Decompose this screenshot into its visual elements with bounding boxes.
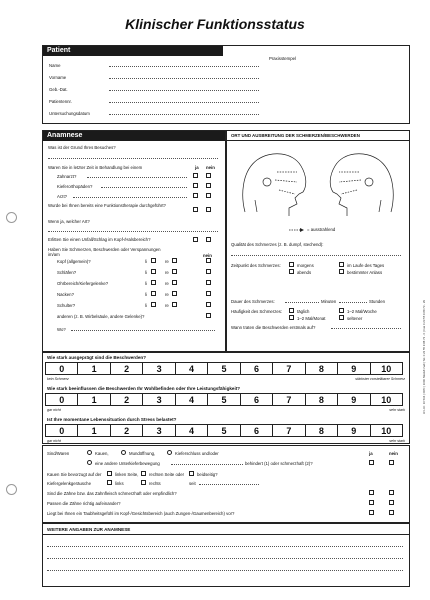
- checkbox-kieferschluss[interactable]: [167, 450, 172, 455]
- checkbox-arzt-nein[interactable]: [206, 193, 211, 198]
- checkbox-woche[interactable]: [339, 308, 344, 313]
- opt-ger-rechts: rechts: [149, 481, 161, 486]
- field-geb-label: Geb.-Dat.: [49, 87, 68, 92]
- col-ja: ja: [195, 165, 199, 170]
- scale-right-label: sehr stark: [389, 439, 405, 443]
- scale-option[interactable]: 8: [306, 425, 338, 436]
- region-label: Ohrbereich/Kiefergelenke?: [57, 281, 109, 286]
- weitere-line-1[interactable]: [47, 546, 403, 547]
- dots-kfo: [101, 187, 187, 188]
- anamnese-header: Anamnese: [43, 131, 225, 141]
- punch-hole-bottom: [6, 484, 17, 495]
- region-re-label: re: [165, 270, 169, 275]
- checkbox-region-nein[interactable]: [206, 258, 211, 263]
- scale-option[interactable]: 6: [241, 363, 273, 374]
- opt-kau-beid: beidseitig?: [197, 472, 218, 477]
- q-welcher-art: Wenn ja, welcher Art?: [48, 219, 90, 224]
- head-left-icon: [243, 154, 306, 216]
- checkbox-region-nein[interactable]: [206, 280, 211, 285]
- checkbox-zaehne-ja[interactable]: [369, 490, 374, 495]
- scale-option[interactable]: 7: [273, 425, 305, 436]
- habits-section: [42, 445, 410, 523]
- checkbox-region-li[interactable]: [151, 258, 156, 263]
- scale-question: Ist Ihre momentane Lebenssituation durch Stress belastet?: [47, 417, 177, 422]
- region-label: Schläfen?: [57, 270, 77, 275]
- q-erstmals: Wann traten die Beschwerden erstmals auf?: [231, 325, 316, 330]
- scale-option[interactable]: 9: [338, 425, 370, 436]
- q-parafunktion: Sind/Waren: [47, 451, 70, 456]
- field-datum-label: Untersuchungsdatum: [49, 111, 90, 116]
- opt-woche: 1–2 Mal/Woche: [347, 309, 377, 314]
- region-label: anderen (z. B. Wirbelsäule, andere Gelenke)?: [57, 314, 145, 319]
- checkbox-mundoeffnung[interactable]: [121, 450, 126, 455]
- behandler-kfo: Kieferorthopäden?: [57, 184, 93, 189]
- scale-option[interactable]: 9: [338, 394, 370, 405]
- dauer-stunden-line[interactable]: [339, 302, 367, 303]
- field-geb-input[interactable]: [109, 90, 259, 91]
- scale-option[interactable]: 6: [241, 425, 273, 436]
- checkbox-kauen[interactable]: [87, 450, 92, 455]
- q-unfall: Erlitten Sie einen Unfall/Schlag im Kopf-/Halsbereich?: [48, 237, 151, 242]
- stamp-label: Praxisstempel: [269, 56, 296, 61]
- opt-anlass: bestimmter Anlass: [347, 270, 383, 275]
- form-title: Klinischer Funktionsstatus: [125, 16, 305, 32]
- checkbox-behindert-ja[interactable]: [369, 460, 374, 465]
- scale-option[interactable]: 1: [78, 363, 110, 374]
- radiating-arrow-icon: [289, 227, 305, 233]
- q-kauen: Kauen Sie bevorzugt auf der: [47, 472, 102, 477]
- scale-option[interactable]: 4: [176, 363, 208, 374]
- scale-option[interactable]: 7: [273, 363, 305, 374]
- side-print-info: Art.-Nr. 10 564 | DPC | 1000 Stück/Inhalt | Tel. 0 23 55 9 88 73 - 0 | Fax 0 23 55 9 88 73 - 29: [422, 300, 426, 414]
- weitere-section: [42, 523, 410, 587]
- checkbox-region-re[interactable]: [172, 258, 177, 263]
- q-qualitaet-line[interactable]: [231, 255, 401, 256]
- scale-option[interactable]: 5: [208, 425, 240, 436]
- checkbox-region-nein[interactable]: [206, 269, 211, 274]
- scale-option[interactable]: 10: [381, 363, 392, 374]
- region-label: Kopf (allgemein)?: [57, 259, 91, 264]
- dauer-minuten-line[interactable]: [285, 302, 319, 303]
- q-grund-line[interactable]: [48, 158, 218, 159]
- checkbox-zahnarzt-ja[interactable]: [193, 173, 198, 178]
- q-behandlung: Waren Sie in letzter Zeit in Behandlung bei einem: [48, 165, 143, 170]
- punch-hole-top: [6, 212, 17, 223]
- region-label: Schulter?: [57, 303, 76, 308]
- checkbox-ger-links[interactable]: [107, 480, 112, 485]
- checkbox-morgens[interactable]: [289, 262, 294, 267]
- checkbox-taubheit-nein[interactable]: [389, 510, 394, 515]
- checkbox-kau-beid[interactable]: [189, 471, 194, 476]
- rating-scale: [45, 393, 403, 406]
- checkbox-region-nein[interactable]: [206, 291, 211, 296]
- q-erstmals-line[interactable]: [331, 328, 401, 329]
- scale-option[interactable]: 9: [338, 363, 370, 374]
- opt-seltener: seltener: [347, 316, 363, 321]
- dauer-label: Dauer des Schmerzes:: [231, 299, 275, 304]
- field-vorname-label: Vorname: [49, 75, 67, 80]
- dauer-stunden: Stunden: [369, 299, 386, 304]
- scale-option[interactable]: 8: [306, 394, 338, 405]
- scale-question: Wie stark beeinflussen die Beschwerden Ihr Wohlbefinden oder Ihre Leistungsfähigkeit?: [47, 386, 241, 391]
- checkbox-ft-ja[interactable]: [193, 207, 198, 212]
- region-li-label: li: [145, 303, 147, 308]
- region-li-label: li: [145, 270, 147, 275]
- scales-section: [42, 352, 410, 444]
- checkbox-region-re[interactable]: [172, 280, 177, 285]
- scale-option[interactable]: 5: [208, 363, 240, 374]
- q-geraeusche: Kiefergelenkgeräusche: [47, 481, 91, 486]
- region-label: Nacken?: [57, 292, 74, 297]
- scale-option[interactable]: 3: [143, 425, 175, 436]
- behandler-arzt: Arzt?: [57, 194, 68, 199]
- habits-col-nein: nein: [389, 451, 398, 456]
- field-patnr-input[interactable]: [109, 102, 259, 103]
- opt-abends: abends: [297, 270, 312, 275]
- checkbox-abends[interactable]: [289, 269, 294, 274]
- scale-left-label: kein Schmerz: [47, 377, 69, 381]
- head-diagram: [227, 142, 409, 222]
- scale-option[interactable]: 2: [111, 363, 143, 374]
- anamnese-section: [42, 130, 226, 352]
- weitere-header: WEITERE ANGABEN ZUR ANAMNESE: [47, 527, 131, 532]
- scale-option[interactable]: 3: [143, 363, 175, 374]
- checkbox-tagsueber[interactable]: [339, 262, 344, 267]
- opt-kau-rechts: rechten Seite oder: [149, 472, 185, 477]
- checkbox-region-nein[interactable]: [206, 302, 211, 307]
- opt-tagsueber: im Laufe des Tages: [347, 263, 385, 268]
- opt-kauen: Kauen,: [95, 451, 109, 456]
- opt-monat: 1–2 Mal/Monat: [297, 316, 326, 321]
- region-re-label: re: [165, 281, 169, 286]
- scale-option[interactable]: 0: [46, 425, 78, 436]
- checkbox-region-re[interactable]: [172, 269, 177, 274]
- q-grund: Was ist der Grund Ihres Besuches?: [48, 145, 116, 150]
- checkbox-region-re[interactable]: [172, 302, 177, 307]
- scale-option[interactable]: 0: [46, 394, 78, 405]
- checkbox-passen-nein[interactable]: [389, 500, 394, 505]
- weitere-line-3[interactable]: [47, 570, 403, 571]
- checkbox-region-nein[interactable]: [206, 313, 211, 318]
- habits-col-ja: ja: [369, 451, 373, 456]
- checkbox-seltener[interactable]: [339, 315, 344, 320]
- scale-option[interactable]: 10: [381, 425, 392, 436]
- checkbox-zahnarzt-nein[interactable]: [206, 173, 211, 178]
- q-zaehne: Sind die Zähne bzw. das Zahnfleisch schmerzhaft oder empfindlich?: [47, 491, 177, 496]
- dauer-minuten: Minuten: [321, 299, 337, 304]
- scale-option[interactable]: 7: [273, 394, 305, 405]
- checkbox-unfall-ja[interactable]: [193, 237, 198, 242]
- scale-right-label: stärkster vorstellbarer Schmerz: [355, 377, 405, 381]
- region-re-label: re: [165, 303, 169, 308]
- weitere-rule: [43, 534, 409, 535]
- checkbox-taubheit-ja[interactable]: [369, 510, 374, 515]
- scale-option[interactable]: 0: [46, 363, 78, 374]
- scale-option[interactable]: 5: [208, 394, 240, 405]
- q-welcher-art-line[interactable]: [48, 231, 218, 232]
- field-name-label: Name: [49, 63, 61, 68]
- checkbox-region-li[interactable]: [151, 269, 156, 274]
- col-nein: nein: [206, 165, 215, 170]
- scale-right-label: sehr stark: [389, 408, 405, 412]
- checkbox-unfall-nein[interactable]: [206, 237, 211, 242]
- patient-header: Patient: [43, 46, 223, 56]
- field-patnr-label: Patientennr.: [49, 99, 72, 104]
- opt-andere: eine andere Unterkieferbewegung: [95, 461, 160, 466]
- scale-option[interactable]: 4: [176, 394, 208, 405]
- q-funktionstherapie: Wurde bei Ihnen bereits eine Funktionstherapie durchgeführt?: [48, 203, 166, 208]
- behindert-label: behindert (1) oder schmerzhaft (2)?: [245, 461, 313, 466]
- andere-line[interactable]: [171, 464, 243, 465]
- ort-header-rule: [227, 140, 409, 141]
- checkbox-behindert-nein[interactable]: [389, 460, 394, 465]
- checkbox-region-li[interactable]: [151, 280, 156, 285]
- scale-option[interactable]: 10: [381, 394, 392, 405]
- checkbox-arzt-ja[interactable]: [193, 193, 198, 198]
- region-re-label: re: [165, 259, 169, 264]
- checkbox-region-li[interactable]: [151, 302, 156, 307]
- checkbox-region-re[interactable]: [172, 291, 177, 296]
- ort-section: [226, 130, 410, 352]
- zeitpunkt-label: Zeitpunkt des Schmerzes:: [231, 263, 281, 268]
- q-passen: Passen die Zähne richtig aufeinander?: [47, 501, 121, 506]
- field-datum-input[interactable]: [109, 114, 259, 115]
- rating-scale: [45, 424, 403, 437]
- scale-option[interactable]: 1: [78, 425, 110, 436]
- patient-section: [42, 45, 410, 124]
- checkbox-kfo-nein[interactable]: [206, 183, 211, 188]
- checkbox-kau-links[interactable]: [107, 471, 112, 476]
- opt-taeglich: täglich: [297, 309, 310, 314]
- checkbox-kau-rechts[interactable]: [141, 471, 146, 476]
- opt-kieferschluss: Kieferschluss und/oder: [175, 451, 219, 456]
- col-nein-2: nein: [203, 253, 212, 258]
- field-vorname-input[interactable]: [109, 78, 259, 79]
- head-right-icon: [330, 154, 393, 216]
- checkbox-ft-nein[interactable]: [206, 207, 211, 212]
- scale-option[interactable]: 6: [241, 394, 273, 405]
- opt-mundoeffnung: Mundöffnung,: [129, 451, 156, 456]
- scale-option[interactable]: 4: [176, 425, 208, 436]
- checkbox-andere[interactable]: [87, 460, 92, 465]
- q-schmerzen: Haben Sie Schmerzen, Beschwerden oder Verspannungen im/am: [48, 247, 161, 257]
- checkbox-monat[interactable]: [289, 315, 294, 320]
- dots-arzt: [73, 197, 187, 198]
- behandler-zahnarzt: Zahnarzt?: [57, 174, 77, 179]
- checkbox-zaehne-nein[interactable]: [389, 490, 394, 495]
- checkbox-passen-ja[interactable]: [369, 500, 374, 505]
- wo-label: Wo?: [57, 327, 66, 332]
- field-name-input[interactable]: [109, 66, 259, 67]
- seit-line[interactable]: [199, 484, 259, 485]
- checkbox-kfo-ja[interactable]: [193, 183, 198, 188]
- region-li-label: li: [145, 259, 147, 264]
- scale-option[interactable]: 2: [111, 425, 143, 436]
- scale-option[interactable]: 3: [143, 394, 175, 405]
- ort-header: ORT UND AUSBREITUNG DER SCHMERZEN/BESCHWERDEN: [231, 133, 360, 138]
- legend-label: = ausstrahlend: [307, 227, 336, 232]
- scale-option[interactable]: 8: [306, 363, 338, 374]
- opt-morgens: morgens: [297, 263, 314, 268]
- checkbox-anlass[interactable]: [339, 269, 344, 274]
- scale-option[interactable]: 1: [78, 394, 110, 405]
- scale-left-label: gar nicht: [47, 439, 61, 443]
- region-li-label: li: [145, 292, 147, 297]
- q-qualitaet: Qualität des Schmerzes (z. B. dumpf, stechend):: [231, 242, 324, 247]
- checkbox-region-li[interactable]: [151, 291, 156, 296]
- region-re-label: re: [165, 292, 169, 297]
- weitere-line-2[interactable]: [47, 558, 403, 559]
- wo-line[interactable]: [71, 330, 215, 331]
- opt-kau-links: linken Seite,: [115, 472, 139, 477]
- haeufigkeit-label: Häufigkeit des Schmerzes:: [231, 309, 283, 314]
- scale-left-label: gar nicht: [47, 408, 61, 412]
- checkbox-ger-rechts[interactable]: [141, 480, 146, 485]
- scale-option[interactable]: 2: [111, 394, 143, 405]
- rating-scale: [45, 362, 403, 375]
- region-li-label: li: [145, 281, 147, 286]
- dots-zahnarzt: [87, 177, 187, 178]
- checkbox-taeglich[interactable]: [289, 308, 294, 313]
- opt-ger-links: links: [115, 481, 124, 486]
- seit-label: seit: [189, 481, 196, 486]
- scale-question: Wie stark ausgeprägt sind die Beschwerden?: [47, 355, 147, 360]
- q-taubheit: Liegt bei Ihnen ein Taubheitsgefühl im Kopf-/Gesichtsbereich (auch Zungen-/Gaumenbereich) vor?: [47, 511, 235, 516]
